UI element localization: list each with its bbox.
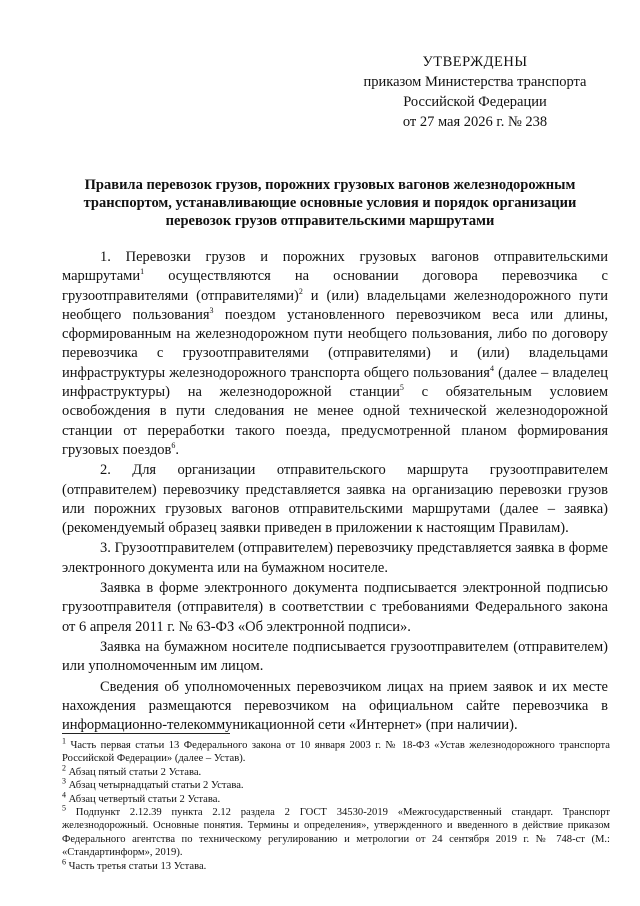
footnote-2-mark: 2 [62,763,66,773]
paragraph-1-part-f: с обязательным условием освобождения в пути следования не менее одной технической железнодорожной станции от переработки такого поезда, предусмотренной планом формирования грузовых поездов [62,384,608,458]
paragraph-3: 3. Грузоотправителем (отправителем) перевозчику представляется заявка в форме электронного документа или на бумажном носителе. [62,540,608,576]
footnote-1-mark: 1 [62,736,66,746]
paragraph-5: Заявка на бумажном носителе подписывается грузоотправителем (отправителем) или уполномоченным им лицом. [62,638,608,675]
paragraph-1-part-b: осуществляются на основании договора перевозчика с грузоотправителями (отправителями) [62,268,608,304]
footnote-4-text: Абзац четвертый статьи 2 Устава. [66,793,221,805]
footnote-separator [62,733,230,734]
footnote-6 [62,857,610,873]
approval-block [330,52,620,132]
footnote-ref-6: 6 [171,441,176,451]
footnote-4-mark: 4 [62,790,66,800]
document-title: Правила перевозок грузов, порожних грузовых вагонов железнодорожным транспортом, устанавливающие основные условия и порядок организации перевозок грузов отправительскими маршрутами [83,177,577,229]
footnote-2-text: Абзац пятый статьи 2 Устава. [66,766,202,778]
paragraph-1-part-c: и (или) владельцами железнодорожного пути необщего пользования [62,287,608,323]
footnote-6-text: Часть третья статьи 13 Устава. [66,860,207,872]
paragraph-1-part-a: 1. Перевозки грузов и порожних грузовых вагонов отправительскими маршрутами [62,249,608,285]
footnote-ref-5: 5 [399,383,404,393]
paragraph-6: Сведения об уполномоченных перевозчиком лицах на прием заявок и их месте нахождения размещаются перевозчиком на официальном сайте перевозчика в информационно-телекоммуникационной сети «Интернет» (при наличии). [62,678,608,734]
footnote-5 [62,803,610,860]
document-body [62,248,608,735]
footnote-ref-3: 3 [209,306,214,316]
footnote-5-mark: 5 [62,803,66,813]
approval-line-2: Российской Федерации [403,94,547,110]
footnote-3-mark: 3 [62,776,66,786]
footnote-3 [62,776,610,792]
footnote-2 [62,763,610,779]
paragraph-4: Заявка в форме электронного документа подписывается электронной подписью грузоотправителя (отправителя) в соответствии с требованиями Федерального закона от 6 апреля 2011 г. № 63-ФЗ «Об электронной подписи». [62,580,608,635]
footnote-1-text: Часть первая статьи 13 Федерального закона от 10 января 2003 г. № 18-ФЗ «Устав железнодорожного транспорта Российской Федерации» (далее – Устав). [62,740,610,765]
approval-heading: УТВЕРЖДЕНЫ [422,54,528,70]
paragraph-2: 2. Для организации отправительского маршрута грузоотправителем (отправителем) перевозчику представляется заявка на организацию перевозки грузов или порожних грузовых вагонов отправительскими маршрутами (далее – заявка) (рекомендуемый образец заявки приведен в приложении к настоящим Правилам). [62,462,608,537]
footnote-1 [62,736,610,766]
paragraph-1 [62,248,608,460]
footnote-6-mark: 6 [62,857,66,867]
paragraph-1-part-e: (далее – владелец инфраструктуры) на железнодорожной станции [62,364,608,401]
footnote-3-text: Абзац четырнадцатый статьи 2 Устава. [66,780,244,792]
approval-line-1: приказом Министерства транспорта [363,74,587,90]
footnotes [62,736,610,873]
footnote-ref-2: 2 [298,286,303,296]
footnote-4 [62,790,610,806]
footnote-ref-4: 4 [489,363,494,373]
footnote-ref-1: 1 [140,267,145,277]
approval-line-3: от 27 мая 2026 г. № 238 [402,114,548,130]
footnote-5-text: Подпункт 2.12.39 пункта 2.12 раздела 2 ГОСТ 34530-2019 «Межгосударственный стандарт. Транспорт железнодорожный. Основные понятия. Термины и определения», утвержденного и введенного в действие приказом Федерального агентства по техническому регулированию и метрологии от 24 сентября 2019 г. № 748-ст (М.: «Стандартинформ», 2019). [62,807,610,859]
paragraph-1-part-g: . [175,441,179,458]
paragraph-1-part-d: поездом установленного перевозчиком веса или длины, сформированным на железнодорожном пути необщего пользования, либо по договору перевозчика с грузоотправителями (отправителями) и (или) владельцами инфраструктуры железнодорожного транспорта общего пользования [62,306,608,381]
